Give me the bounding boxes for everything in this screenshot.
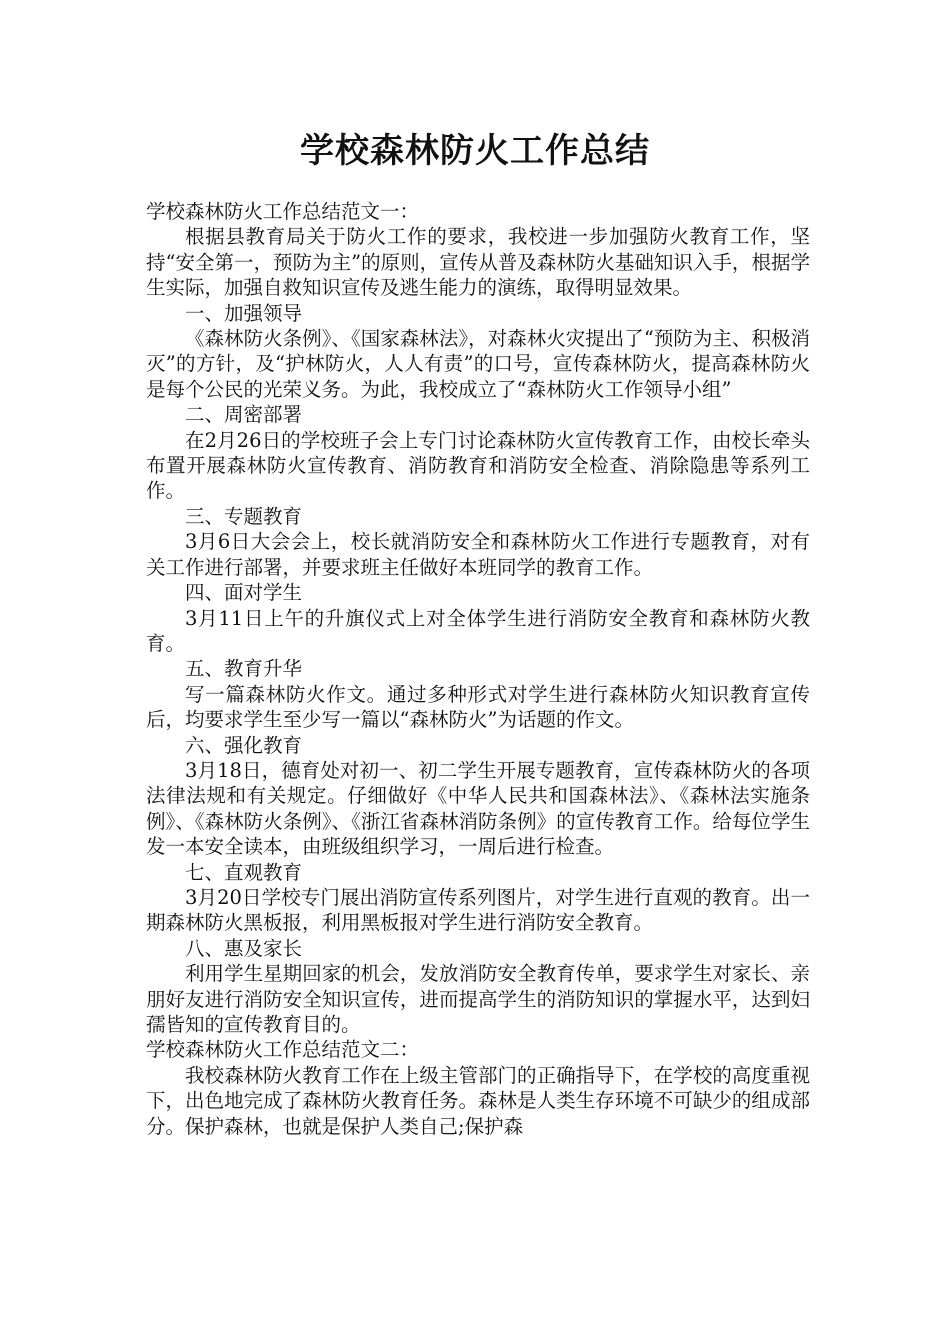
section-heading: 三、专题教育 xyxy=(185,504,303,528)
paragraph: 在2月26日的学校班子会上专门讨论森林防火宣传教育工作，由校长牵头布置开展森林防火宣传教育、消防教育和消防安全检查、消除隐患等系列工作。 xyxy=(146,428,810,503)
document-body xyxy=(146,199,810,1139)
paragraph: 写一篇森林防火作文。通过多种形式对学生进行森林防火知识教育宣传后，均要求学生至少写一篇以“森林防火”为话题的作文。 xyxy=(146,682,810,732)
paragraph: 根据县教育局关于防火工作的要求，我校进一步加强防火教育工作，坚持“安全第一，预防为主”的原则，宣传从普及森林防火基础知识入手，根据学生实际，加强自救知识宣传及逃生能力的演练，取得明显效果。 xyxy=(146,225,810,300)
document-title: 学校森林防火工作总结 xyxy=(300,131,650,171)
paragraph: 我校森林防火教育工作在上级主管部门的正确指导下，在学校的高度重视下，出色地完成了森林防火教育任务。森林是人类生存环境不可缺少的组成部分。保护森林，也就是保护人类自己;保护森 xyxy=(146,1063,810,1138)
paragraph: 3月6日大会会上，校长就消防安全和森林防火工作进行专题教育，对有关工作进行部署，并要求班主任做好本班同学的教育工作。 xyxy=(146,530,810,579)
section-heading: 七、直观教育 xyxy=(185,860,303,884)
section-heading: 一、加强领导 xyxy=(185,301,303,325)
paragraph: 利用学生星期回家的机会，发放消防安全教育传单，要求学生对家长、亲朋好友进行消防安全知识宣传，进而提高学生的消防知识的掌握水平，达到妇孺皆知的宣传教育目的。 xyxy=(146,962,810,1036)
section-heading: 八、惠及家长 xyxy=(185,936,303,960)
section-heading: 二、周密部署 xyxy=(185,403,303,427)
paragraph: 3月11日上午的升旗仪式上对全体学生进行消防安全教育和森林防火教育。 xyxy=(146,606,810,655)
section-intro-line: 学校森林防火工作总结范文二： xyxy=(146,1038,420,1062)
paragraph: 3月18日，德育处对初一、初二学生开展专题教育，宣传森林防火的各项法律法规和有关规定。仔细做好《中华人民共和国森林法》、《森林法实施条例》、《森林防火条例》、《浙江省森林消防条例》的宣传教育工作。给每位学生发一本安全读本，由班级组织学习，一周后进行检查。 xyxy=(146,758,810,859)
section-heading: 四、面对学生 xyxy=(185,581,303,605)
section-heading: 六、强化教育 xyxy=(185,733,303,757)
section-intro-line: 学校森林防火工作总结范文一： xyxy=(146,200,420,223)
section-heading: 五、教育升华 xyxy=(185,657,303,681)
paragraph: 3月20日学校专门展出消防宣传系列图片，对学生进行直观的教育。出一期森林防火黑板报，利用黑板报对学生进行消防安全教育。 xyxy=(146,885,810,935)
paragraph: 《森林防火条例》、《国家森林法》，对森林火灾提出了“预防为主、积极消灭”的方针，及“护林防火，人人有责”的口号，宣传森林防火，提高森林防火是每个公民的光荣义务。为此，我校成立了“森林防火工作领导小组” xyxy=(146,327,810,401)
